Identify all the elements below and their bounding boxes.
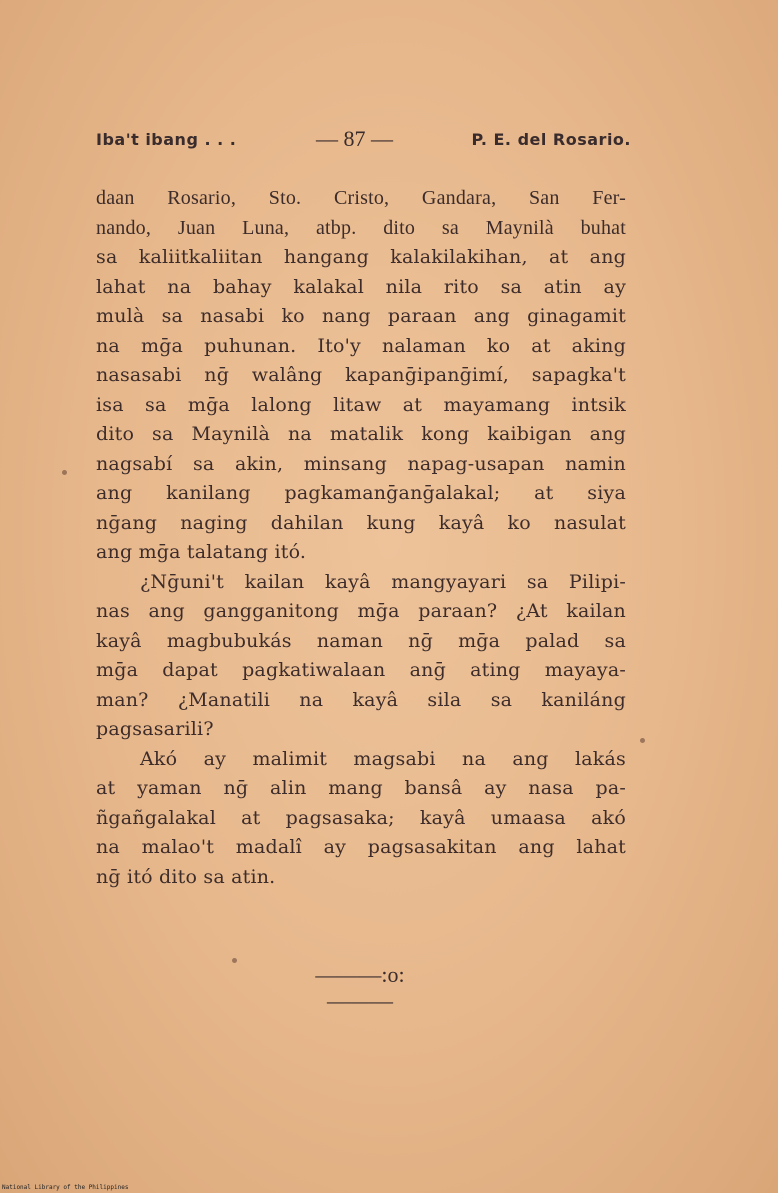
text-line: ang kanilang pagkamanḡanḡalakal; at siya (96, 482, 626, 504)
text-line: isa sa mḡa lalong litaw at mayamang intsik (96, 393, 626, 416)
header-author: P. E. del Rosario. (471, 130, 631, 149)
text-line: man? ¿Manatili na kayâ sila sa kaniláng (96, 688, 626, 711)
text-line: pagsasarili? (96, 718, 214, 740)
header-title: Iba't ibang . . . (96, 130, 237, 149)
text-line: na mḡa puhunan. Ito'y nalaman ko at aking (96, 334, 626, 357)
text-line: ñgañgalakal at pagsasaka; kayâ umaasa akó (96, 806, 626, 829)
text-line: ang mḡa talatang itó. (96, 541, 307, 563)
text-line: nḡ itó dito sa atin. (96, 865, 276, 888)
text-line: mulà sa nasabi ko nang paraan ang ginagamit (96, 305, 626, 327)
text-line: nḡang naging dahilan kung kayâ ko nasulat (96, 511, 626, 534)
text-line: Akó ay malimit magsabi na ang lakás (140, 747, 626, 770)
text-line: kayâ magbubukás naman nḡ mḡa palad sa (96, 629, 626, 652)
text-line: na malao't madalî ay pagsasakitan ang lahat (96, 836, 626, 858)
section-ornament: ———:o:——— (315, 962, 405, 1013)
text-line: at yaman nḡ alin mang bansâ ay nasa pa- (96, 777, 626, 799)
text-line: nas ang gangganitong mḡa paraan? ¿At kailan (96, 600, 626, 622)
page-number: — 87 — (316, 126, 393, 151)
paper-speck (640, 738, 645, 743)
text-line: nasasabi nḡ walâng kapanḡipanḡimí, sapagka't (96, 364, 626, 386)
text-line: lahat na bahay kalakal nila rito sa atin ay (96, 275, 626, 298)
text-line: dito sa Maynilà na matalik kong kaibigan ang (96, 423, 626, 445)
text-line: daan Rosario, Sto. Cristo, Gandara, San Fer- (96, 187, 626, 209)
body-text (96, 184, 626, 892)
paper-speck (62, 470, 67, 475)
text-line: sa kaliitkaliitan hangang kalakilakihan, at ang (96, 246, 626, 268)
text-line: mḡa dapat pagkatiwalaan anḡ ating mayaya- (96, 659, 626, 681)
paper-speck (232, 958, 237, 963)
running-header (96, 126, 631, 160)
text-line: nagsabí sa akin, minsang napag-usapan namin (96, 452, 626, 475)
text-line: nando, Juan Luna, atbp. dito sa Maynilà buhat (96, 216, 626, 239)
text-line: ¿Nḡuni't kailan kayâ mangyayari sa Pilipi- (140, 570, 626, 593)
footer-credit: National Library of the Philippines (2, 1184, 129, 1191)
